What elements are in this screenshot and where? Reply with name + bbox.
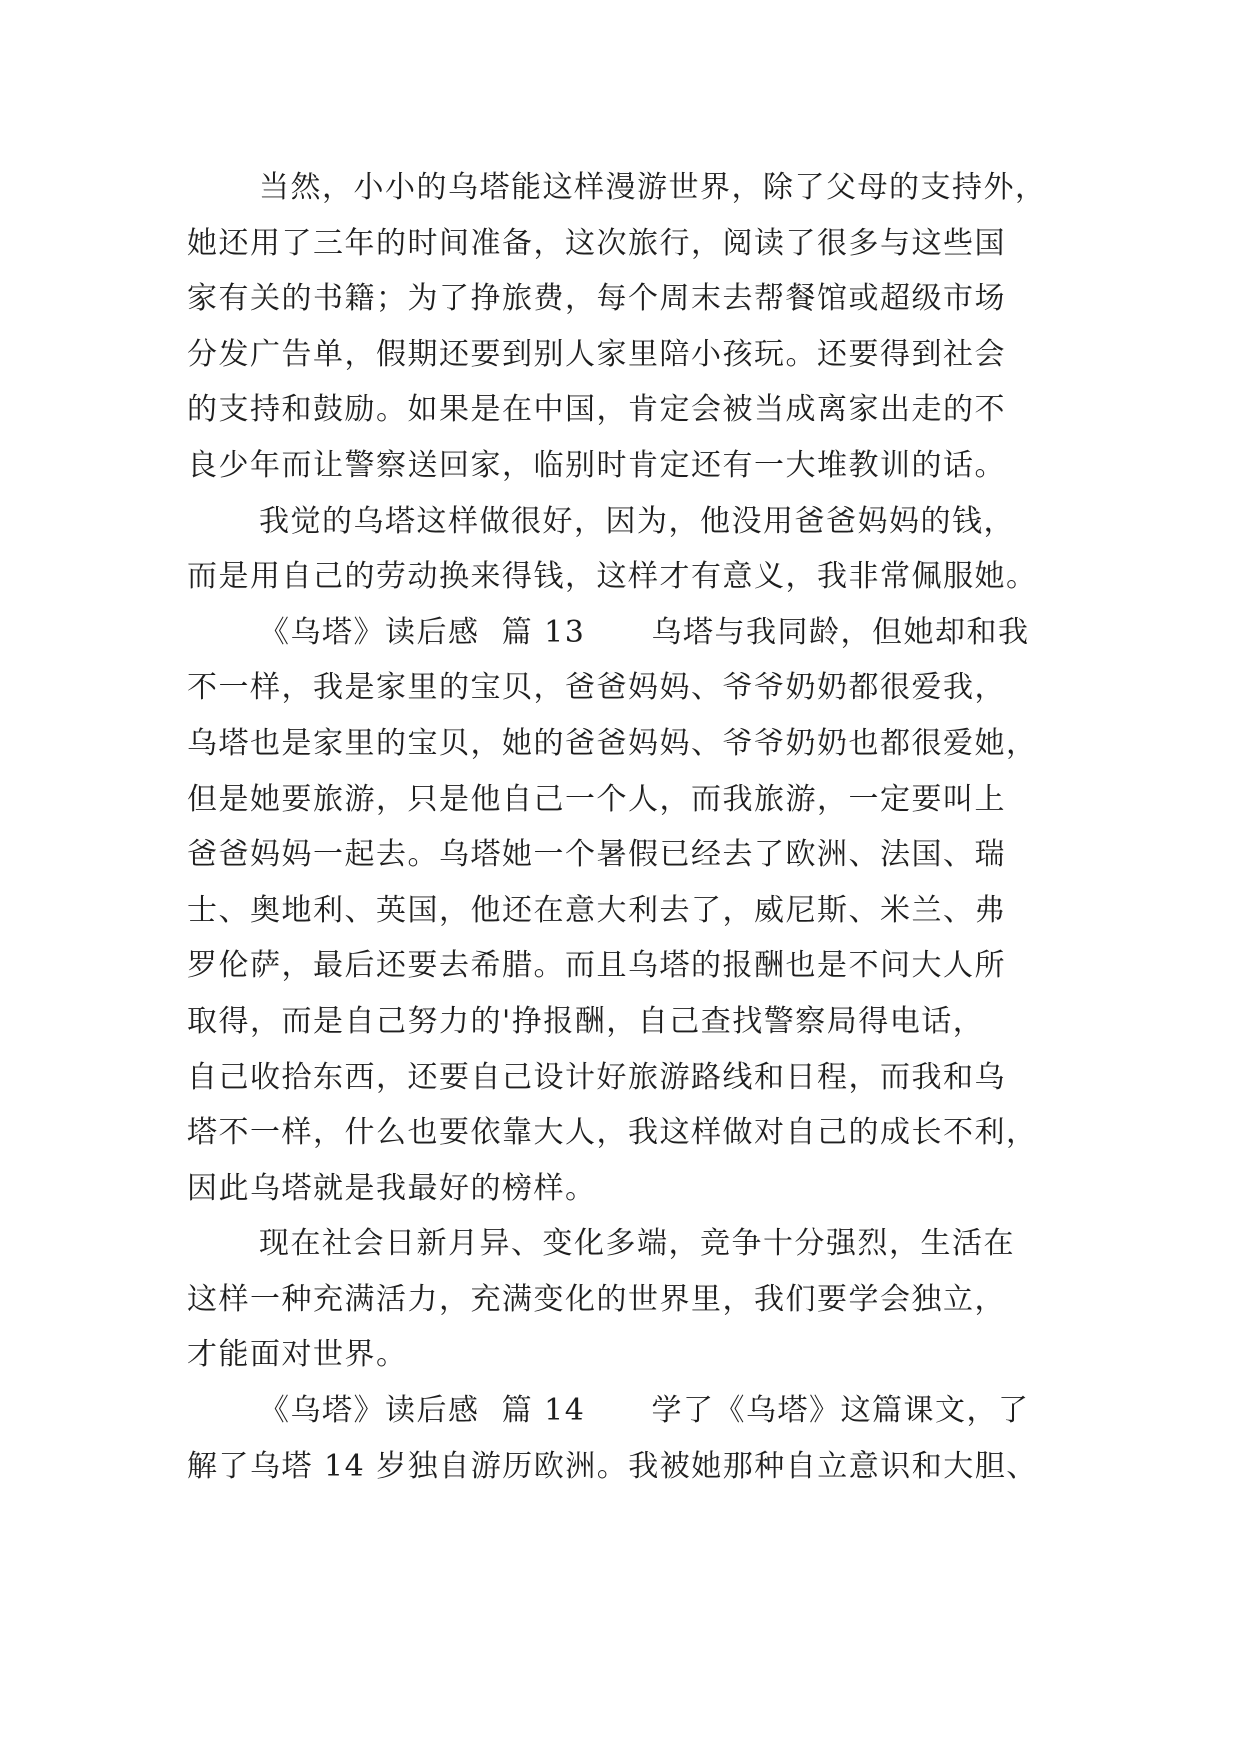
text-line: 良少年而让警察送回家，临别时肯定还有一大堆教训的话。 [187, 447, 1006, 483]
text-line: 她还用了三年的时间准备，这次旅行，阅读了很多与这些国 [187, 225, 1006, 261]
text-line: 罗伦萨，最后还要去希腊。而且乌塔的报酬也是不问大人所 [187, 948, 1006, 984]
body-text [187, 160, 1067, 1494]
text-line: 当然，小小的乌塔能这样漫游世界，除了父母的支持外， [259, 170, 1047, 205]
section-heading-line: 《乌塔》读后感 篇 14 学了《乌塔》这篇课文，了 [259, 1393, 1030, 1429]
text-line: 的支持和鼓励。如果是在中国，肯定会被当成离家出走的不 [187, 392, 1006, 428]
text-line: 塔不一样，什么也要依靠大人，我这样做对自己的成长不利， [187, 1115, 1038, 1151]
text-line: 家有关的书籍；为了挣旅费，每个周末去帮餐馆或超级市场 [187, 281, 1006, 317]
text-line: 才能面对世界。 [187, 1337, 408, 1373]
section-heading-line: 《乌塔》读后感 篇 13 乌塔与我同龄，但她却和我 [259, 614, 1030, 650]
text-line: 士、奥地利、英国，他还在意大利去了，威尼斯、米兰、弗 [187, 892, 1006, 928]
text-line: 但是她要旅游，只是他自己一个人，而我旅游，一定要叫上 [187, 781, 1006, 817]
text-line: 这样一种充满活力，充满变化的世界里，我们要学会独立， [187, 1281, 1006, 1317]
text-line: 不一样，我是家里的宝贝，爸爸妈妈、爷爷奶奶都很爱我， [187, 670, 1006, 706]
text-line: 取得，而是自己努力的'挣报酬，自己查找警察局得电话， [187, 1003, 985, 1039]
text-line: 爸爸妈妈一起去。乌塔她一个暑假已经去了欧洲、法国、瑞 [187, 837, 1006, 873]
text-line: 解了乌塔 14 岁独自游历欧洲。我被她那种自立意识和大胆、 [187, 1448, 1038, 1484]
text-line: 分发广告单，假期还要到别人家里陪小孩玩。还要得到社会 [187, 336, 1006, 372]
text-line: 现在社会日新月异、变化多端，竞争十分强烈，生活在 [259, 1226, 1015, 1262]
text-line: 而是用自己的劳动换来得钱，这样才有意义，我非常佩服她。 [187, 559, 1038, 595]
text-line: 乌塔也是家里的宝贝，她的爸爸妈妈、爷爷奶奶也都很爱她， [187, 725, 1038, 761]
text-line: 自己收拾东西，还要自己设计好旅游路线和日程，而我和乌 [187, 1059, 1006, 1095]
text-line: 我觉的乌塔这样做很好，因为，他没用爸爸妈妈的钱， [259, 503, 1015, 539]
text-line: 因此乌塔就是我最好的榜样。 [187, 1170, 597, 1206]
